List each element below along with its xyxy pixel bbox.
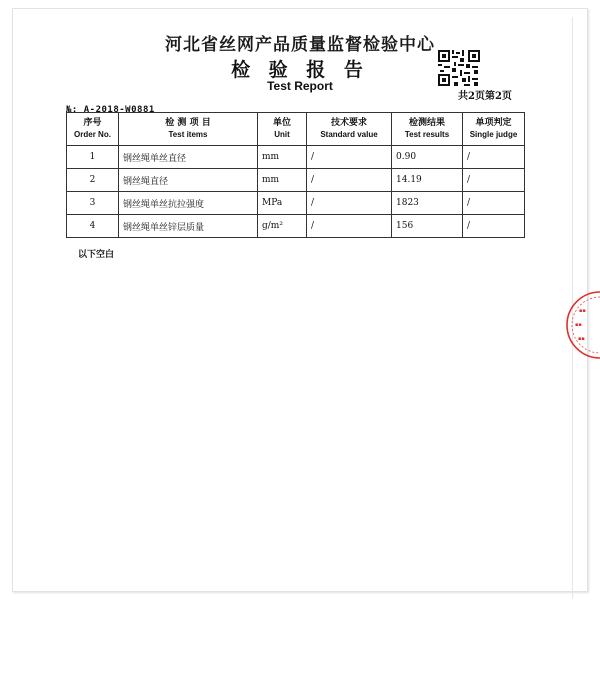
cell-result: 14.19 bbox=[392, 169, 463, 192]
cell-standard: / bbox=[307, 192, 392, 215]
cell-result: 0.90 bbox=[392, 146, 463, 169]
report-title-en: Test Report bbox=[267, 79, 333, 93]
cell-unit: mm bbox=[258, 169, 307, 192]
cell-judge: / bbox=[463, 169, 525, 192]
cell-item: 钢丝绳单丝直径 bbox=[119, 146, 258, 169]
cell-unit: g/m² bbox=[258, 215, 307, 238]
cell-item: 钢丝绳单丝抗拉强度 bbox=[119, 192, 258, 215]
cell-result: 1823 bbox=[392, 192, 463, 215]
column-header-results: 检测结果 Test results bbox=[392, 113, 463, 146]
test-results-table bbox=[66, 112, 525, 238]
column-header-order: 序号 Order No. bbox=[67, 113, 119, 146]
page-indicator: 共2页第2页 bbox=[458, 91, 512, 102]
cell-order: 2 bbox=[67, 169, 119, 192]
report-title-cn: 检 验 报 告 bbox=[231, 59, 369, 81]
table-row bbox=[67, 215, 525, 238]
cell-unit: mm bbox=[258, 146, 307, 169]
column-header-standard: 技术要求 Standard value bbox=[307, 113, 392, 146]
cell-judge: / bbox=[463, 146, 525, 169]
qr-code-icon bbox=[438, 50, 480, 86]
column-header-unit: 单位 Unit bbox=[258, 113, 307, 146]
cell-standard: / bbox=[307, 215, 392, 238]
cell-standard: / bbox=[307, 146, 392, 169]
blank-below-note: 以下空白 bbox=[78, 250, 115, 260]
svg-text:▪▪: ▪▪ bbox=[575, 322, 582, 328]
table-row bbox=[67, 169, 525, 192]
svg-text:▪▪: ▪▪ bbox=[578, 336, 585, 342]
cell-item: 钢丝绳直径 bbox=[119, 169, 258, 192]
table-row bbox=[67, 146, 525, 169]
cell-order: 1 bbox=[67, 146, 119, 169]
cell-order: 4 bbox=[67, 215, 119, 238]
column-header-judge: 单项判定 Single judge bbox=[463, 113, 525, 146]
cell-standard: / bbox=[307, 169, 392, 192]
cell-judge: / bbox=[463, 215, 525, 238]
seal-stamp bbox=[566, 290, 600, 360]
table-header-row bbox=[67, 113, 525, 146]
cell-judge: / bbox=[463, 192, 525, 215]
report-number: №: A-2018-W0881 bbox=[66, 105, 155, 115]
column-header-items: 检 测 项 目 Test items bbox=[119, 113, 258, 146]
cell-result: 156 bbox=[392, 215, 463, 238]
table-row bbox=[67, 192, 525, 215]
cell-order: 3 bbox=[67, 192, 119, 215]
cell-unit: MPa bbox=[258, 192, 307, 215]
cell-item: 钢丝绳单丝锌层质量 bbox=[119, 215, 258, 238]
svg-text:▪▪: ▪▪ bbox=[579, 308, 586, 314]
organization-title: 河北省丝网产品质量监督检验中心 bbox=[165, 35, 435, 55]
